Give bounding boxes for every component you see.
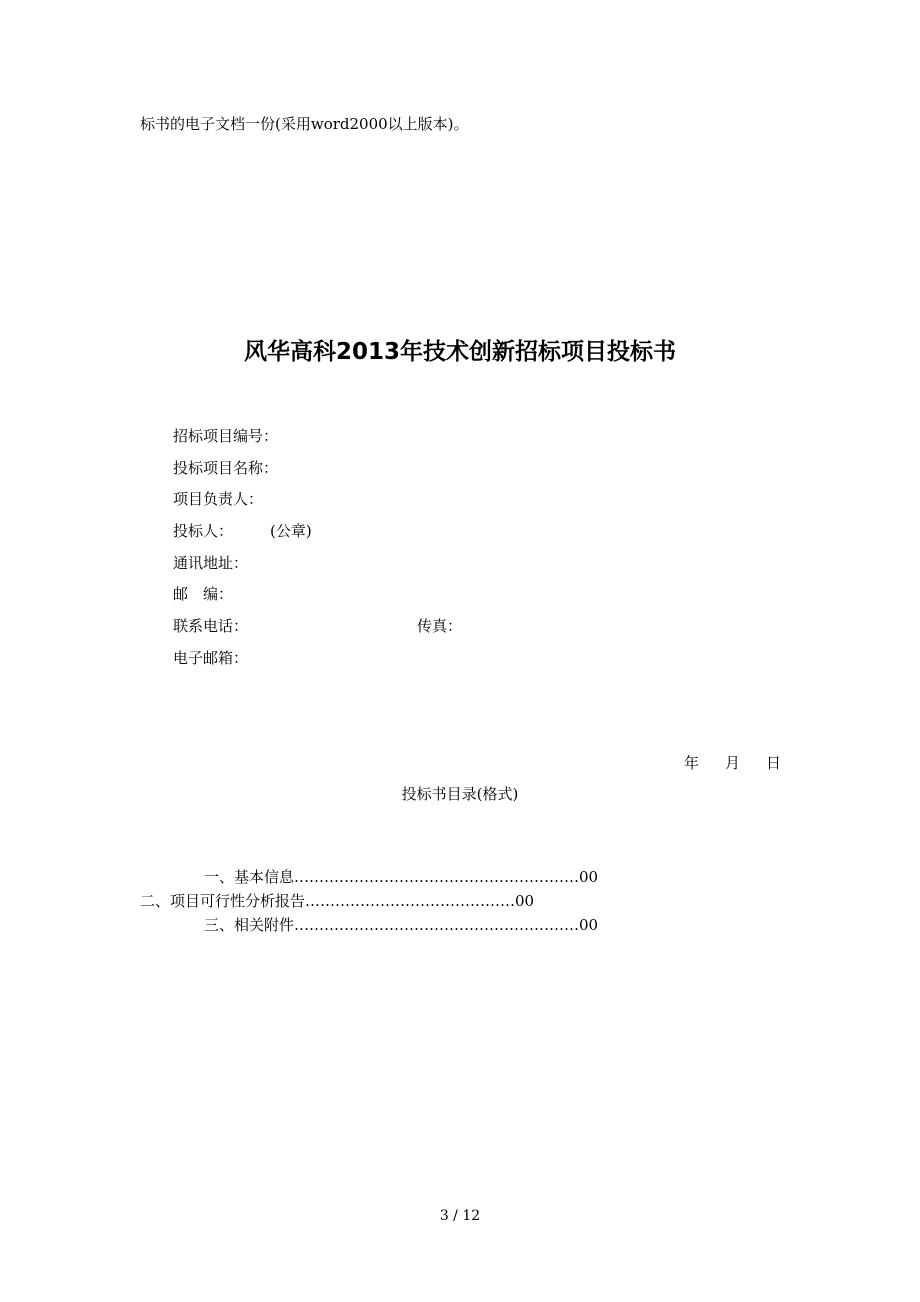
toc-item-basic-info: 一、基本信息…………………………………………………00: [204, 868, 599, 886]
date-day: 日: [766, 754, 782, 772]
document-title: 风华高科2013年技术创新招标项目投标书: [243, 339, 676, 365]
field-project-number: 招标项目编号：: [173, 427, 279, 445]
date-month: 月: [725, 754, 741, 772]
field-email: 电子邮箱：: [173, 649, 249, 667]
toc-item-feasibility-report: 二、项目可行性分析报告……………………………………00: [140, 892, 535, 910]
field-address: 通讯地址：: [173, 554, 249, 572]
field-project-leader: 项目负责人：: [173, 490, 264, 508]
field-fax: 传真：: [417, 617, 463, 635]
date-year: 年: [684, 754, 700, 772]
toc-item-attachments: 三、相关附件…………………………………………………00: [204, 916, 599, 934]
field-phone: 联系电话：: [173, 617, 249, 635]
field-postcode: 邮 编：: [173, 585, 234, 603]
field-project-name: 投标项目名称：: [173, 459, 279, 477]
toc-heading: 投标书目录(格式): [401, 785, 519, 803]
intro-text: 标书的电子文档一份(采用word2000以上版本)。: [140, 115, 469, 133]
page-number: 3 / 12: [439, 1208, 481, 1224]
field-bidder: 投标人：: [173, 522, 234, 540]
seal-label: (公章): [270, 522, 312, 540]
